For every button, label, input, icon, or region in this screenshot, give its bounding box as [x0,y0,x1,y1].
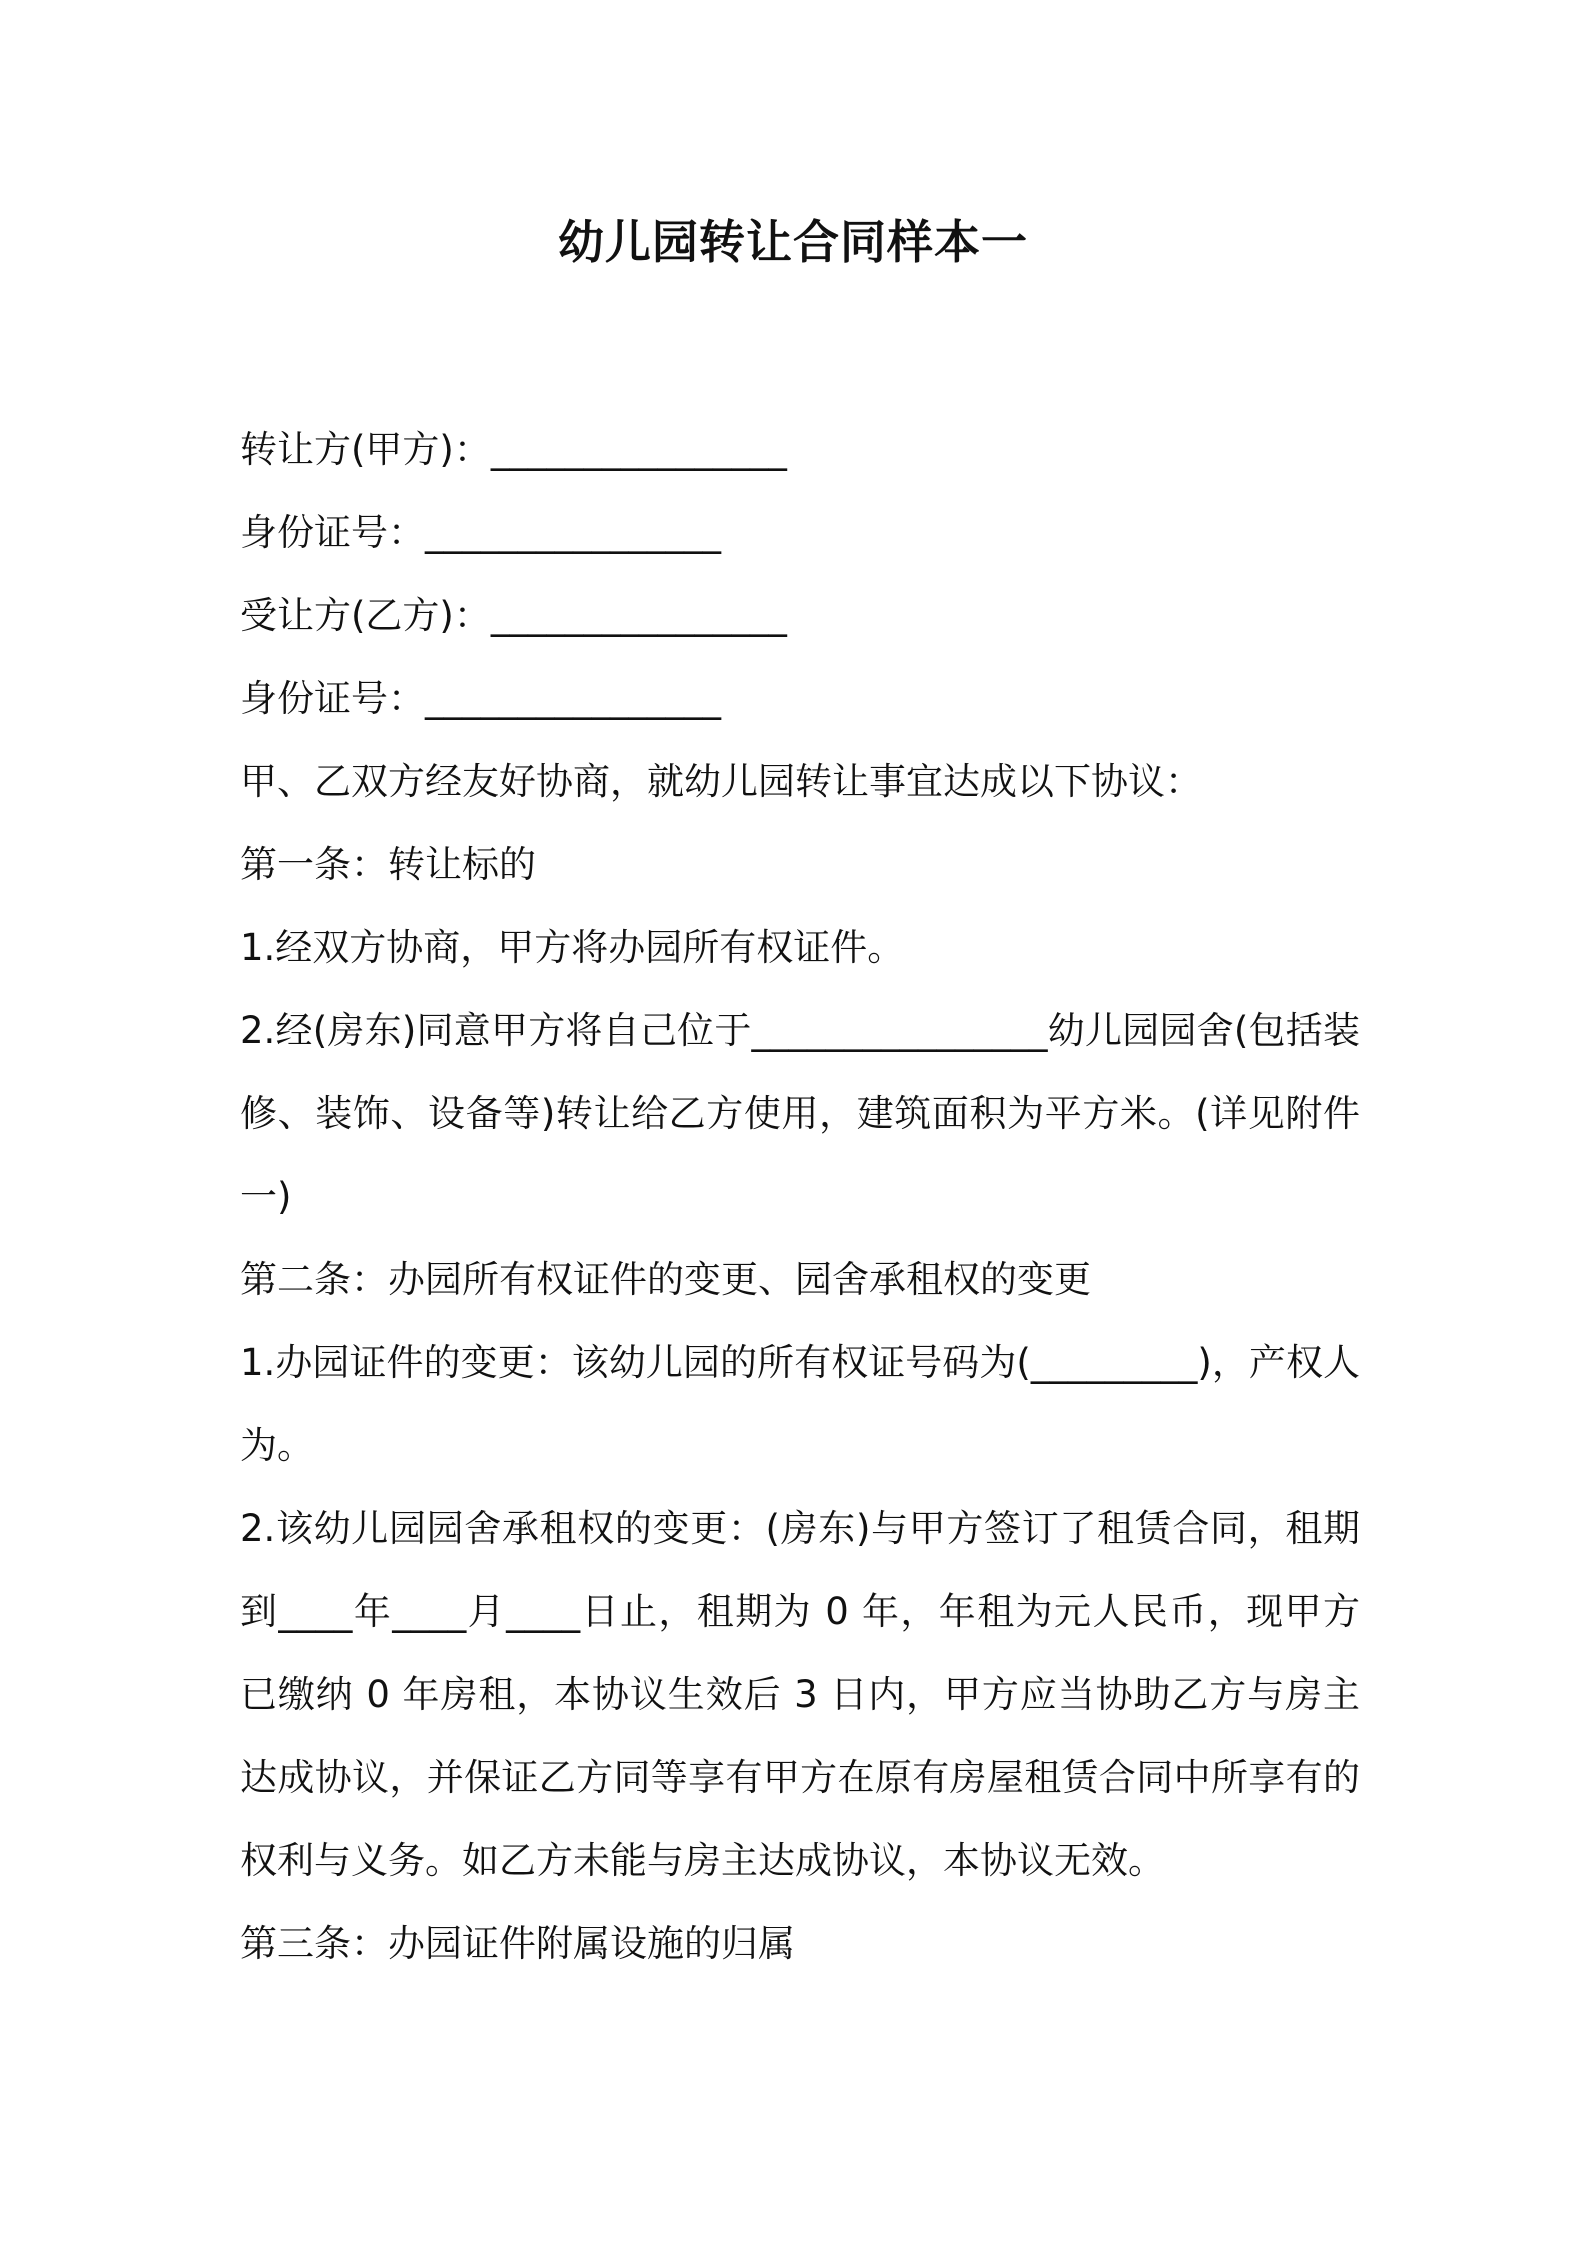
document-title: 幼儿园转让合同样本一 [558,215,1028,269]
transferor-id-field: 身份证号：________________ [240,511,721,554]
article-2-item-2: 2.该幼儿园园舍承租权的变更：(房东)与甲方签订了租赁合同，租期到____年____月____日止，租期为 0 年，年租为元人民币，现甲方已缴纳 0 年房租，本协议生效后 3 日内，甲方应当协助乙方与房主达成协议，并保证乙方同等享有甲方在原有房屋租赁合同中所享有的权利与义务。如乙方未能与房主达成协议，本协议无效。 [240,1507,1360,1882]
article-2-item-1: 1.办园证件的变更：该幼儿园的所有权证号码为(_________)，产权人为。 [240,1341,1360,1467]
transferee-field: 受让方(乙方)：________________ [240,594,787,637]
preamble: 甲、乙双方经友好协商，就幼儿园转让事宜达成以下协议： [240,760,1202,803]
article-1-item-2: 2.经(房东)同意甲方将自己位于________________幼儿园园舍(包括装修、装饰、设备等)转让给乙方使用，建筑面积为平方米。(详见附件一) [240,1009,1360,1218]
article-3-heading: 第三条：办园证件附属设施的归属 [240,1922,795,1965]
article-1-heading: 第一条：转让标的 [240,843,536,886]
transferor-field: 转让方(甲方)：________________ [240,428,787,471]
document-body [240,408,1360,1985]
article-2-heading: 第二条：办园所有权证件的变更、园舍承租权的变更 [240,1258,1091,1301]
transferee-id-field: 身份证号：________________ [240,677,721,720]
article-1-item-1: 1.经双方协商，甲方将办园所有权证件。 [240,926,905,969]
